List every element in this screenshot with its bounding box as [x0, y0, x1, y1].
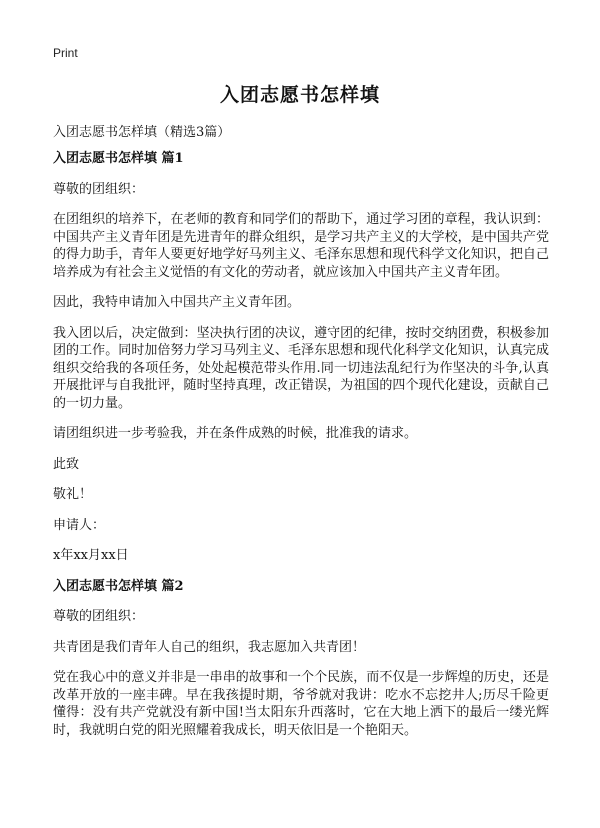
date-line: x年xx月xx日	[53, 548, 129, 563]
applicant-line: 申请人：	[53, 517, 106, 533]
paragraph-1-3: 我入团以后，决定做到：坚决执行团的决议，遵守团的纪律，按时交纳团费，积极参加团的工作。同时加倍努力学习马列主义、毛泽东思想和现代化科学文化知识，认真完成组织交给我的各项任务，处处起模范带头作用.同一切违法乱纪行为作坚决的斗争,认真开展批评与自我批评，随时坚持真理，改正错误，为祖国的四个现代化建设，贡献自己的一切力量。	[53, 325, 549, 411]
paragraph-2-1: 共青团是我们青年人自己的组织，我志愿加入共青团！	[53, 639, 366, 655]
print-link[interactable]: Print	[53, 46, 78, 60]
paragraph-1-1: 在团组织的培养下，在老师的教育和同学们的帮助下，通过学习团的章程，我认识到：中国共产主义青年团是先进青年的群众组织，是学习共产主义的大学校，是中国共产党的得力助手，青年人要更好地学好马列主义、毛泽东思想和现代科学文化知识，把自己培养成为有社会主义觉悟的有文化的劳动者，就应该加入中国共产主义青年团。	[53, 212, 549, 280]
salutation-2: 尊敬的团组织：	[53, 609, 145, 624]
document-content	[53, 150, 549, 752]
page-title: 入团志愿书怎样填	[219, 84, 380, 106]
paragraph-2-2: 党在我心中的意义并非是一串串的故事和一个个民族，而不仅是一步辉煌的历史，还是改革开放的一座丰碑。早在我孩提时期，爷爷就对我讲：吃水不忘挖井人;历尽千险更懂得：没有共产党就没有新中国!当太阳东升西落时，它在大地上洒下的最后一缕光辉时，我就明白党的阳光照耀着我成长，明天依旧是一个艳阳天。	[53, 670, 549, 738]
paragraph-1-2: 因此，我特申请加入中国共产主义青年团。	[53, 295, 301, 310]
paragraph-1-4: 请团组织进一步考验我，并在条件成熟的时候，批准我的请求。	[53, 426, 418, 441]
section-heading-2: 入团志愿书怎样填 篇2	[53, 578, 184, 594]
salutation-1: 尊敬的团组织：	[53, 181, 145, 197]
closing-line-2: 敬礼！	[53, 487, 93, 502]
closing-line-1: 此致	[53, 456, 80, 472]
section-heading-1: 入团志愿书怎样填 篇1	[53, 151, 184, 166]
document-subtitle: 入团志愿书怎样填（精选3篇）	[53, 125, 231, 140]
